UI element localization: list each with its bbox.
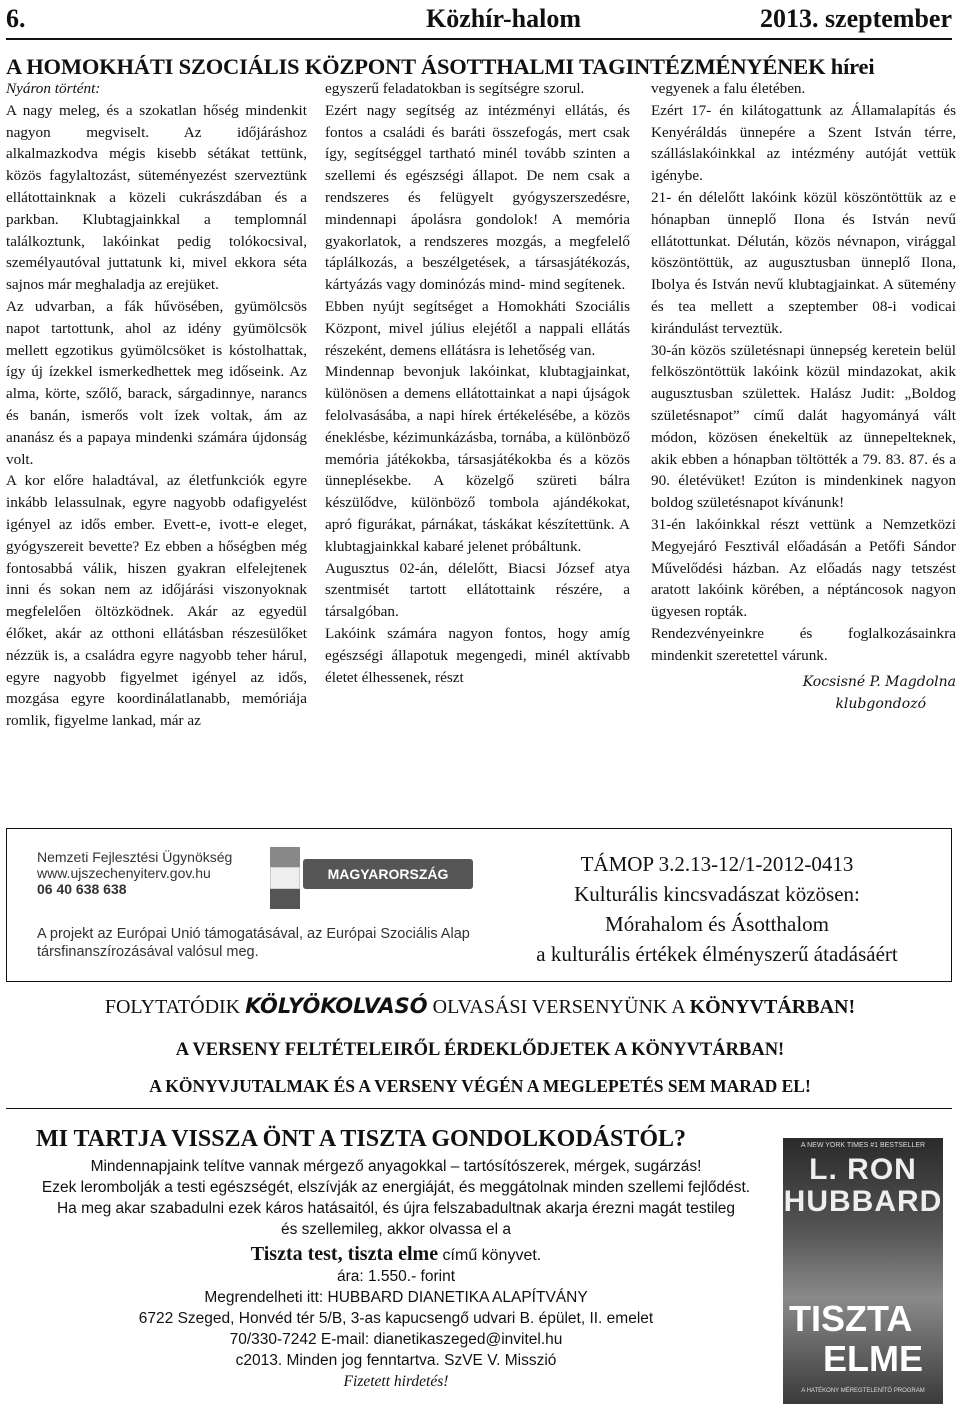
article-column-2: [325, 78, 630, 688]
tamop-code: TÁMOP 3.2.13-12/1-2012-0413: [580, 852, 854, 876]
paragraph: egyszerű feladatokban is segítségre szorul.: [325, 80, 585, 97]
paragraph: Ezért 17- én kilátogattunk az Államalapítás és Kenyéráldás ünnepére a Szent István térre, szálláslakóinkkal az intézmény autóját vettük igénybe.: [651, 101, 956, 185]
library-ad-line-2: A VERSENY FELTÉTELEIRŐL ÉRDEKLŐDJETEK A KÖNYVTÁRBAN!: [175, 1040, 785, 1060]
signature-role: klubgondozó: [835, 695, 926, 712]
megujul-banner: MAGYARORSZÁG MEGÚJUL: [303, 859, 473, 889]
cover-title-1: TISZTA: [789, 1298, 913, 1339]
tamop-box: [6, 828, 952, 982]
ad-text-bold: KÖNYVTÁRBAN!: [689, 996, 856, 1018]
address: 6722 Szeged, Honvéd tér 5/B, 3-as kapucsengő udvari B. épület, II. emelet: [138, 1310, 654, 1327]
contact: 70/330-7242 E-mail: dianetikaszeged@invitel.hu: [229, 1331, 563, 1348]
ad-text: OLVASÁSI VERSENYÜNK A: [427, 996, 690, 1018]
cover-author-line-2: HUBBARD: [783, 1185, 943, 1218]
ad-title: MI TARTJA VISSZA ÖNT A TISZTA GONDOLKODÁSTÓL?: [36, 1126, 687, 1152]
page-number: 6.: [6, 4, 26, 33]
book-cover-image: [783, 1138, 943, 1404]
paragraph: Az udvarban, a fák hűvösében, gyümölcsös napot tartottunk, ahol az idény gyümölcsök mellett egzotikus gyümölcsöket is kóstolhattak, így új ízekkel ismerkedhettek meg időseink. Az alma, körte, szőlő, barack, sárgadinnye, narancs és banán, ismerős volt ízek voltak, ám az ananász és a papaya mindenki számára újdonság volt.: [6, 297, 307, 468]
divider: [6, 1108, 952, 1109]
hungarian-flag-icon: [270, 847, 300, 907]
nfu-phone: 06 40 638 638: [37, 881, 127, 897]
nfu-logo-block: [37, 849, 232, 897]
paragraph: A nagy meleg, és a szokatlan hőség mindenkit nagyon megviselt. Az időjáráshoz alkalmazkodva mégis kisebb sétákat tettünk, közös fagylaltozást, süteményezést szerveztünk ellátottainknak a közeli cukrászdában és a parkban. Klubtagjainkkal a templomnál találkoztunk, lakóinkat pedig tolókocsival, személyautóval juttatunk ki, mivel ekkora séta sajnos már meghaladja az erejüket.: [6, 101, 307, 294]
ad-line: és szellemileg, akkor olvassa el a: [280, 1221, 512, 1238]
article-lead: Nyáron történt:: [6, 80, 101, 97]
paragraph: Rendezvényeinkre és foglalkozásainkra mindenkit szeretettel várunk.: [651, 624, 956, 664]
header-rule: [6, 38, 952, 40]
ad-text: FOLYTATÓDIK: [104, 996, 246, 1018]
paragraph: 31-én lakóinkkal részt vettünk a Nemzetközi Megyejáró Fesztivál előadásán a Petőfi Sándor Művelődési házban. Az előadás nagy tetszést aratott lakóink körében, a néptáncosok nagyon ügyesen ropták.: [651, 515, 956, 621]
paid-notice: Fizetett hirdetés!: [343, 1373, 449, 1390]
ad-body: [6, 1156, 786, 1392]
signature-name: Kocsisné P. Magdolna: [802, 673, 956, 690]
price: ára: 1.550.- forint: [336, 1268, 456, 1285]
paragraph: A kor előre haladtával, az életfunkciók egyre inkább lelassulnak, egyre nagyobb odafigyelést igényel az idős ember. Evett-e, ivott-e eleget, gyógyszereit bevette? Ez ebben a hőségben még fontosabbá válik, hiszen gyakran elfelejtenek inni és sokan nem az időjárási viszonyoknak megfelelően öltözködnek. Akár az egyedül élőket, akár az otthoni ellátásban részesülőket nézzük is, a családra egyre nagyobb teher hárul, egyre nagyobb figyelmet igényel az idős, mozgása egyre koordinálatlanabb, memóriája romlik, figyelme lankad, már az: [6, 472, 307, 730]
project-line-2: Mórahalom és Ásotthalom: [605, 912, 829, 936]
project-line-1: Kulturális kincsvadászat közösen:: [574, 882, 860, 906]
cover-footer: A HATÉKONY MÉREGTELENÍTŐ PROGRAM: [801, 1388, 925, 1394]
cover-author-line-1: L. RON: [809, 1153, 917, 1186]
section-title: A HOMOKHÁTI SZOCIÁLIS KÖZPONT ÁSOTTHALMI TAGINTÉZMÉNYÉNEK hírei: [6, 54, 875, 79]
publication-name: Közhír-halom: [426, 4, 582, 33]
article-column-3: [651, 78, 956, 715]
library-ad-line-3: A KÖNYVJUTALMAK ÉS A VERSENY VÉGÉN A MEGLEPETÉS SEM MARAD EL!: [149, 1076, 811, 1096]
cover-title-2: ELME: [823, 1338, 924, 1379]
book-title-line: [6, 1244, 786, 1266]
paragraph: 21- én délelőtt lakóink közül köszöntöttük az e hónapban ünneplő Ilona és István nevű ellátottunkat. Délután, közös névnapon, virággal köszöntöttük, az augusztusban ünneplő Ilona, Ibolya és István nevű klubtagjainkat. A sütemény és tea mellett a szeptember 08-i vodicai kirándulást terveztük.: [651, 188, 956, 337]
project-line-3: a kulturális értékek élményszerű átadásáért: [536, 942, 898, 966]
library-ad-line-1: [0, 994, 960, 1019]
kolyokolvaso-logo: KÖLYÖKOLVASÓ: [245, 994, 428, 1018]
paragraph: 30-án közös születésnapi ünnepség keretein belül felköszöntöttük lakóink közül mindazokat, akik augusztusban születtek. Halász Judit: „Boldog születésnapot” című dalát hagyományá vált módon, közösen énekeltük az ünnepelteknek, akik ebben a hónapban töltötték a 79. 83. 87. és a 90. életévüket! Ezúton is mindenkinek nagyon boldog születésnapot kívánunk!: [651, 341, 956, 512]
paragraph: vegyenek a falu életében.: [651, 80, 806, 97]
page-header: [6, 4, 952, 34]
paragraph: Ezért nagy segítség az intézményi ellátás, és fontos a családi és baráti összefogás, mert csak így, segítséggel tartható minél tovább szinten a szellemi és egészségi állapot. De nem csak a rendszeres és felügyelt gyógyszerszedésre, mindennapi ápolásra gondolok! A memória gyakorlatok, a rendszeres mozgás, a megfelelő táplálkozás, a beszélgetések, a társasjátékozás, kártyázás vagy dominózás mind- mind segítenek.: [325, 101, 630, 294]
paragraph: Augusztus 02-án, délelőtt, Biacsi József atya szentmisét tartott ellátottaink részére, a társalgóban.: [325, 559, 630, 621]
cover-bestseller-text: A NEW YORK TIMES #1 BESTSELLER: [800, 1142, 926, 1149]
copyright: c2013. Minden jog fenntartva. SzVE V. Misszió: [235, 1352, 557, 1369]
paragraph: Mindennap bevonjuk lakóinkat, klubtagjainkat, különösen a demens ellátottainkat a napi újságok felolvasásába, a napi hírek értékelésébe, a közös éneklésbe, kézimunkázásba, tornába, a különböző memória játékokba, társasjátékokba és a közös ünneplésekbe. A közelgő szüreti bálra készülődve, különböző tombola ajándékokat, apró figurákat, párnákat, táskákat készítettünk. A klubtagjainkkal kabaré jelenet próbáltunk.: [325, 363, 630, 555]
tamop-project-info: [497, 849, 937, 969]
nfu-name: Nemzeti Fejlesztési Ügynökség: [37, 849, 233, 865]
order-info: Megrendelheti itt: HUBBARD DIANETIKA ALAPÍTVÁNY: [204, 1289, 588, 1306]
issue-date: 2013. szeptember: [759, 4, 952, 33]
paragraph: Lakóink számára nagyon fontos, hogy amíg egészségi állapotuk megengedi, minél aktívabb életet élhessenek, részt: [325, 624, 630, 686]
article-column-1: [6, 78, 307, 732]
ad-line: Ha meg akar szabadulni ezek káros hatásaitól, és újra felszabadultnak akarja érezni magát testileg: [56, 1200, 736, 1217]
nfu-url: www.ujszechenyiterv.gov.hu: [37, 865, 211, 881]
eu-funding-text: A projekt az Európai Unió támogatásával, az Európai Szociális Alap társfinanszírozásával valósul meg.: [37, 926, 470, 960]
book-title: Tiszta test, tiszta elme: [250, 1243, 439, 1265]
ad-line: Ezek lerombolják a testi egészségét, elszívják az energiáját, és meggátolnak minden szellemi fejlődést.: [41, 1179, 751, 1196]
book-title-suffix: című könyvet.: [438, 1247, 542, 1264]
ad-line: Mindennapjaink telítve vannak mérgező anyagokkal – tartósítószerek, mérgek, sugárzás!: [90, 1158, 702, 1175]
paragraph: Ebben nyújt segítséget a Homokháti Szociális Központ, mivel július elejétől a nappali ellátás részeként, demens ellátásra is lehetőség van.: [325, 297, 630, 359]
